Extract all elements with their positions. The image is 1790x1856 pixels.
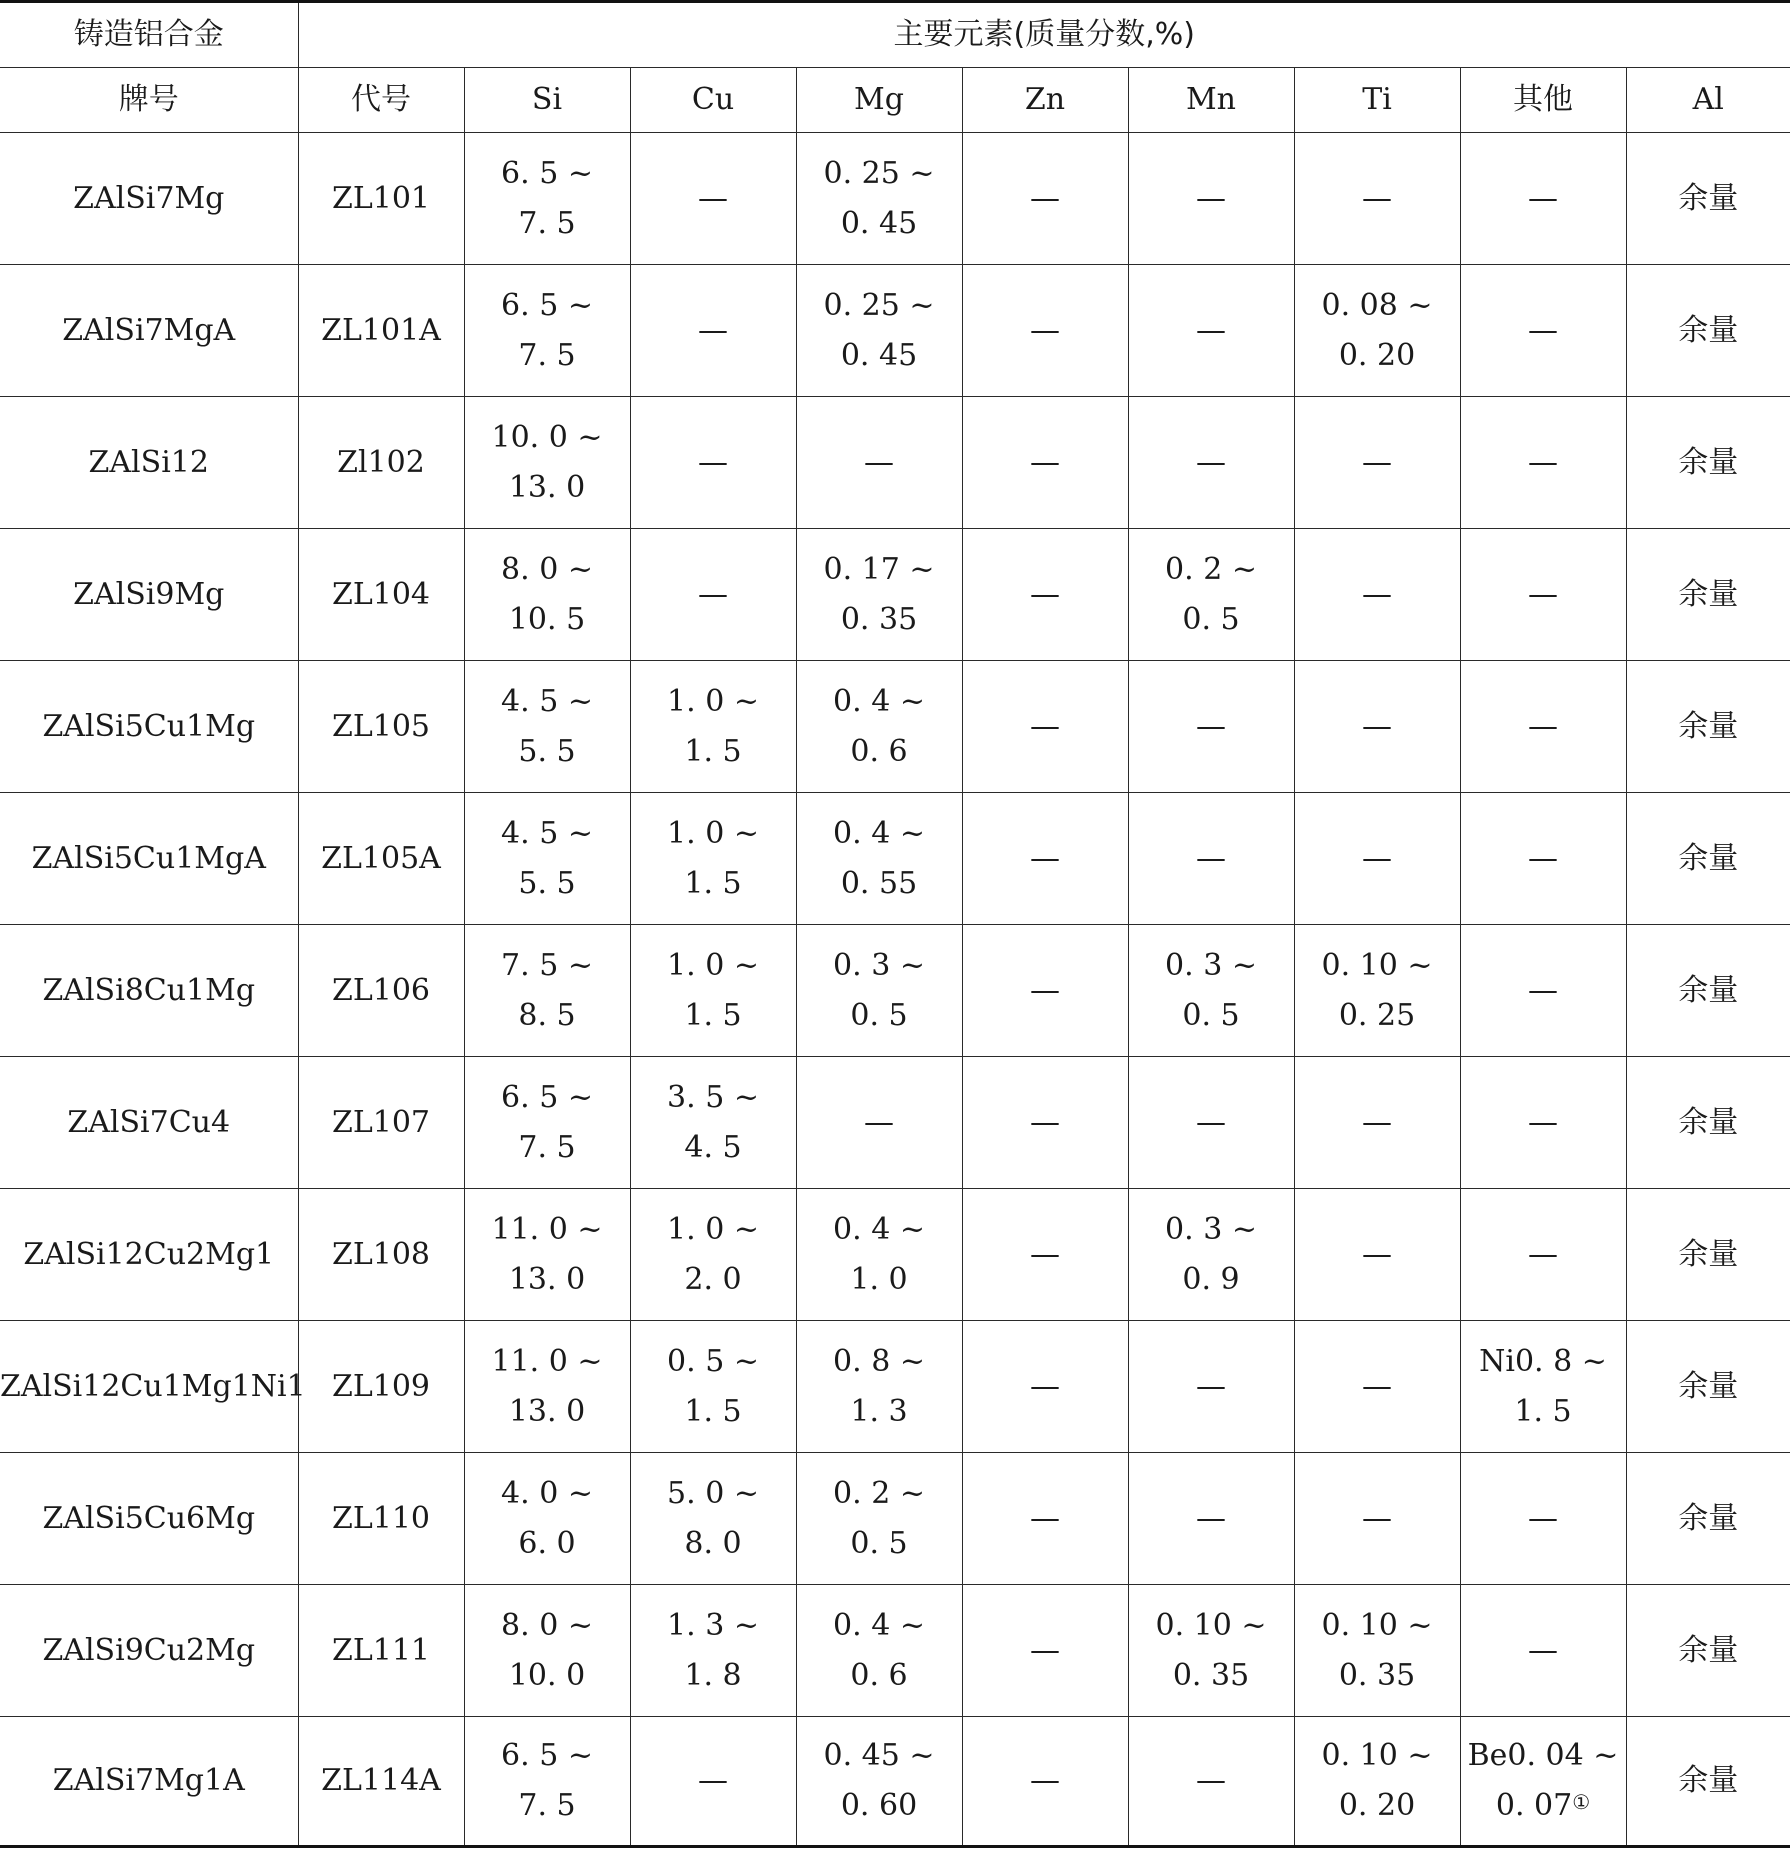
cu-cell-line: 1. 0 ~ (667, 947, 759, 983)
col-header-al: Al (1626, 68, 1790, 133)
al-cell: 余量 (1626, 1057, 1790, 1189)
cu-cell (630, 661, 796, 793)
mn-cell-line: 0. 10 ~ (1155, 1607, 1267, 1643)
ti-cell-line: 0. 10 ~ (1321, 1607, 1433, 1643)
other-cell (1460, 661, 1626, 793)
si-cell-line: 7. 5 (518, 205, 576, 241)
zn-cell (962, 793, 1128, 925)
zn-cell (962, 1717, 1128, 1847)
al-cell: 余量 (1626, 1717, 1790, 1847)
cu-cell (630, 1453, 796, 1585)
mg-cell-line: — (864, 444, 894, 480)
al-cell: 余量 (1626, 529, 1790, 661)
si-cell-line: 11. 0 ~ (491, 1343, 603, 1379)
group-header: 铸造铝合金 (0, 2, 298, 68)
mg-cell (796, 133, 962, 265)
mg-cell-line: 0. 8 ~ (833, 1343, 925, 1379)
mn-cell-line: 0. 9 (1182, 1261, 1240, 1297)
mg-cell-line: 0. 3 ~ (833, 947, 925, 983)
zn-cell (962, 1321, 1128, 1453)
si-cell-line: 4. 5 ~ (501, 815, 593, 851)
zn-cell (962, 397, 1128, 529)
mn-cell-line: — (1196, 312, 1226, 348)
mn-cell-line: 0. 3 ~ (1165, 1211, 1257, 1247)
other-cell-line: — (1528, 312, 1558, 348)
code-cell: ZL110 (298, 1453, 464, 1585)
zn-cell (962, 661, 1128, 793)
mn-cell-line: — (1196, 1368, 1226, 1404)
table-row (0, 793, 1790, 925)
ti-cell-line: 0. 20 (1338, 337, 1416, 373)
mg-cell (796, 661, 962, 793)
code-cell: ZL105A (298, 793, 464, 925)
mn-cell-line: — (1196, 1763, 1226, 1798)
table-body (0, 133, 1790, 1847)
mn-cell (1128, 397, 1294, 529)
ti-cell (1294, 265, 1460, 397)
cu-cell-line: 1. 0 ~ (667, 683, 759, 719)
mg-cell (796, 1717, 962, 1847)
zn-cell-line: — (1030, 1763, 1060, 1798)
table-row (0, 133, 1790, 265)
ti-cell-line: — (1362, 1236, 1392, 1272)
grade-cell: ZAlSi7Mg1A (0, 1717, 298, 1847)
mn-cell-line: 0. 5 (1182, 601, 1240, 637)
zn-cell-line: — (1030, 180, 1060, 216)
mg-cell-line: 0. 4 ~ (833, 1607, 925, 1643)
zn-cell (962, 1453, 1128, 1585)
mg-cell-line: 0. 45 (840, 205, 918, 241)
mg-cell-line: 0. 6 (850, 733, 908, 769)
mg-cell (796, 529, 962, 661)
al-cell: 余量 (1626, 1453, 1790, 1585)
si-cell (464, 265, 630, 397)
ti-cell-line: — (1362, 180, 1392, 216)
code-cell: ZL104 (298, 529, 464, 661)
mn-cell (1128, 661, 1294, 793)
ti-cell-line: — (1362, 576, 1392, 612)
si-cell-line: 10. 5 (508, 601, 586, 637)
other-cell-line: 0. 07 (1495, 1788, 1573, 1823)
si-cell-line: 7. 5 (518, 1129, 576, 1165)
al-cell: 余量 (1626, 1189, 1790, 1321)
other-cell-line: — (1528, 180, 1558, 216)
mn-cell (1128, 265, 1294, 397)
cu-cell-line: — (698, 576, 728, 612)
si-cell (464, 397, 630, 529)
other-cell (1460, 925, 1626, 1057)
zn-cell-line: — (1030, 1368, 1060, 1404)
table-row (0, 1057, 1790, 1189)
table-row (0, 1321, 1790, 1453)
si-cell (464, 133, 630, 265)
mg-cell-line: 0. 25 ~ (823, 155, 935, 191)
cu-cell-line: 1. 0 ~ (667, 815, 759, 851)
mg-cell-line: 0. 4 ~ (833, 683, 925, 719)
code-cell: ZL107 (298, 1057, 464, 1189)
col-header-zn: Zn (962, 68, 1128, 133)
cu-cell (630, 1189, 796, 1321)
mg-cell-line: 0. 5 (850, 997, 908, 1033)
cu-cell-line: 1. 0 ~ (667, 1211, 759, 1247)
al-cell: 余量 (1626, 1585, 1790, 1717)
ti-cell-line: 0. 35 (1338, 1657, 1416, 1693)
ti-cell (1294, 661, 1460, 793)
si-cell-line: 7. 5 (518, 1788, 576, 1823)
col-header-mn: Mn (1128, 68, 1294, 133)
al-cell: 余量 (1626, 925, 1790, 1057)
grade-cell: ZAlSi5Cu1Mg (0, 661, 298, 793)
mg-cell (796, 1321, 962, 1453)
al-cell: 余量 (1626, 1321, 1790, 1453)
grade-cell: ZAlSi7Mg (0, 133, 298, 265)
al-cell: 余量 (1626, 661, 1790, 793)
mn-cell-line: 0. 35 (1172, 1657, 1250, 1693)
mg-cell (796, 397, 962, 529)
cu-cell (630, 397, 796, 529)
other-cell (1460, 1717, 1626, 1847)
si-cell (464, 793, 630, 925)
mg-cell-line: 1. 0 (850, 1261, 908, 1297)
ti-cell (1294, 925, 1460, 1057)
footnote-mark: ① (1572, 1790, 1591, 1814)
col-header-cu: Cu (630, 68, 796, 133)
cu-cell-line: 5. 0 ~ (667, 1475, 759, 1511)
zn-cell-line: — (1030, 1236, 1060, 1272)
cu-cell-line: 1. 5 (684, 1393, 742, 1429)
cu-cell-line: — (698, 180, 728, 216)
mg-cell (796, 925, 962, 1057)
mg-cell (796, 265, 962, 397)
table-row (0, 397, 1790, 529)
cu-cell (630, 1057, 796, 1189)
si-cell (464, 1321, 630, 1453)
cu-cell-line: 0. 5 ~ (667, 1343, 759, 1379)
cu-cell (630, 133, 796, 265)
other-cell-line: — (1528, 1104, 1558, 1140)
code-cell: ZL101A (298, 265, 464, 397)
ti-cell (1294, 397, 1460, 529)
mn-cell (1128, 925, 1294, 1057)
si-cell (464, 1189, 630, 1321)
mn-cell (1128, 133, 1294, 265)
code-cell: Zl102 (298, 397, 464, 529)
grade-cell: ZAlSi9Cu2Mg (0, 1585, 298, 1717)
si-cell (464, 1717, 630, 1847)
zn-cell-line: — (1030, 840, 1060, 876)
zn-cell (962, 265, 1128, 397)
zn-cell-line: — (1030, 972, 1060, 1008)
grade-cell: ZAlSi5Cu1MgA (0, 793, 298, 925)
table-row (0, 529, 1790, 661)
ti-cell-line: 0. 08 ~ (1321, 287, 1433, 323)
other-cell-line: — (1528, 840, 1558, 876)
zn-cell-line: — (1030, 312, 1060, 348)
mn-cell-line: 0. 3 ~ (1165, 947, 1257, 983)
ti-cell-line: — (1362, 840, 1392, 876)
cu-cell (630, 793, 796, 925)
cu-cell-line: 3. 5 ~ (667, 1079, 759, 1115)
other-cell (1460, 793, 1626, 925)
si-cell-line: 13. 0 (508, 469, 586, 505)
cu-cell-line: 1. 5 (684, 865, 742, 901)
cu-cell-line: 1. 5 (684, 733, 742, 769)
si-cell-line: 4. 0 ~ (501, 1475, 593, 1511)
ti-cell (1294, 1585, 1460, 1717)
cu-cell-line: — (698, 1763, 728, 1798)
cu-cell-line: 1. 8 (684, 1657, 742, 1693)
mg-cell-line: 0. 6 (850, 1657, 908, 1693)
ti-cell (1294, 1057, 1460, 1189)
ti-cell-line: 0. 25 (1338, 997, 1416, 1033)
ti-cell-line: — (1362, 1368, 1392, 1404)
grade-cell: ZAlSi12Cu1Mg1Ni1 (0, 1321, 298, 1453)
mn-cell-line: — (1196, 444, 1226, 480)
other-cell-line: Be0. 04 ~ (1467, 1738, 1619, 1773)
zn-cell-line: — (1030, 708, 1060, 744)
ti-cell (1294, 1453, 1460, 1585)
si-cell-line: 7. 5 (518, 337, 576, 373)
si-cell-line: 7. 5 ~ (501, 947, 593, 983)
cu-cell-line: 1. 5 (684, 997, 742, 1033)
grade-cell: ZAlSi9Mg (0, 529, 298, 661)
other-cell-line: — (1528, 972, 1558, 1008)
mg-cell-line: 0. 2 ~ (833, 1475, 925, 1511)
code-cell: ZL114A (298, 1717, 464, 1847)
si-cell-line: 8. 5 (518, 997, 576, 1033)
zn-cell-line: — (1030, 444, 1060, 480)
si-cell-line: 6. 5 ~ (501, 155, 593, 191)
mg-cell-line: 1. 3 (850, 1393, 908, 1429)
grade-cell: ZAlSi5Cu6Mg (0, 1453, 298, 1585)
si-cell-line: 6. 5 ~ (501, 1738, 593, 1773)
cu-cell (630, 265, 796, 397)
si-cell (464, 1057, 630, 1189)
mg-cell-line: 0. 25 ~ (823, 287, 935, 323)
mn-cell-line: 0. 5 (1182, 997, 1240, 1033)
si-cell-line: 5. 5 (518, 865, 576, 901)
ti-cell (1294, 529, 1460, 661)
si-cell-line: 8. 0 ~ (501, 1607, 593, 1643)
mg-cell-line: 0. 45 (840, 337, 918, 373)
code-cell: ZL111 (298, 1585, 464, 1717)
si-cell (464, 925, 630, 1057)
other-cell-line: Ni0. 8 ~ (1479, 1343, 1607, 1379)
code-cell: ZL108 (298, 1189, 464, 1321)
zn-cell (962, 1585, 1128, 1717)
other-cell-line: — (1528, 1236, 1558, 1272)
mg-cell (796, 1585, 962, 1717)
mn-cell-line: — (1196, 1104, 1226, 1140)
mn-cell-line: — (1196, 1500, 1226, 1536)
mn-cell (1128, 793, 1294, 925)
mg-cell-line: 0. 60 (840, 1788, 918, 1823)
mg-cell-line: 0. 4 ~ (833, 815, 925, 851)
table-row (0, 925, 1790, 1057)
other-cell (1460, 1453, 1626, 1585)
si-cell-line: 5. 5 (518, 733, 576, 769)
elements-header: 主要元素(质量分数,%) (298, 2, 1790, 68)
code-cell: ZL109 (298, 1321, 464, 1453)
other-cell-line: — (1528, 1500, 1558, 1536)
code-cell: ZL101 (298, 133, 464, 265)
si-cell-line: 6. 5 ~ (501, 287, 593, 323)
mn-cell (1128, 1453, 1294, 1585)
ti-cell-line: — (1362, 1104, 1392, 1140)
ti-cell (1294, 1189, 1460, 1321)
mg-cell (796, 793, 962, 925)
code-cell: ZL105 (298, 661, 464, 793)
other-cell-line: — (1528, 1632, 1558, 1668)
code-cell: ZL106 (298, 925, 464, 1057)
cu-cell (630, 529, 796, 661)
cu-cell-line: — (698, 444, 728, 480)
grade-cell: ZAlSi8Cu1Mg (0, 925, 298, 1057)
table-row (0, 1717, 1790, 1847)
other-cell (1460, 397, 1626, 529)
zn-cell-line: — (1030, 1104, 1060, 1140)
mn-cell (1128, 1717, 1294, 1847)
cu-cell (630, 1321, 796, 1453)
cu-cell-line: — (698, 312, 728, 348)
mg-cell-line: — (864, 1104, 894, 1140)
other-cell-line: — (1528, 444, 1558, 480)
si-cell (464, 1453, 630, 1585)
table-row (0, 1453, 1790, 1585)
mg-cell-line: 0. 4 ~ (833, 1211, 925, 1247)
si-cell-line: 4. 5 ~ (501, 683, 593, 719)
si-cell-line: 6. 5 ~ (501, 1079, 593, 1115)
mn-cell-line: 0. 2 ~ (1165, 551, 1257, 587)
zn-cell (962, 925, 1128, 1057)
col-header-grade: 牌号 (0, 68, 298, 133)
mn-cell (1128, 1321, 1294, 1453)
mg-cell (796, 1057, 962, 1189)
si-cell (464, 661, 630, 793)
header-row-group (0, 2, 1790, 68)
other-cell (1460, 529, 1626, 661)
al-cell: 余量 (1626, 265, 1790, 397)
mg-cell-line: 0. 17 ~ (823, 551, 935, 587)
ti-cell-line: 0. 10 ~ (1321, 947, 1433, 983)
al-cell: 余量 (1626, 793, 1790, 925)
zn-cell (962, 1057, 1128, 1189)
ti-cell (1294, 133, 1460, 265)
zn-cell-line: — (1030, 576, 1060, 612)
zn-cell-line: — (1030, 1500, 1060, 1536)
cu-cell (630, 925, 796, 1057)
other-cell-line: — (1528, 708, 1558, 744)
ti-cell-line: 0. 10 ~ (1321, 1738, 1433, 1773)
si-cell (464, 529, 630, 661)
other-cell (1460, 1057, 1626, 1189)
table-row (0, 265, 1790, 397)
cu-cell-line: 1. 3 ~ (667, 1607, 759, 1643)
mn-cell (1128, 529, 1294, 661)
ti-cell (1294, 793, 1460, 925)
table-row (0, 1585, 1790, 1717)
ti-cell-line: 0. 20 (1338, 1788, 1416, 1823)
si-cell (464, 1585, 630, 1717)
cu-cell (630, 1585, 796, 1717)
grade-cell: ZAlSi12Cu2Mg1 (0, 1189, 298, 1321)
mn-cell-line: — (1196, 840, 1226, 876)
table-row (0, 661, 1790, 793)
col-header-si: Si (464, 68, 630, 133)
al-cell: 余量 (1626, 397, 1790, 529)
si-cell-line: 13. 0 (508, 1261, 586, 1297)
mn-cell (1128, 1585, 1294, 1717)
ti-cell (1294, 1717, 1460, 1847)
col-header-ti: Ti (1294, 68, 1460, 133)
cu-cell-line: 4. 5 (684, 1129, 742, 1165)
ti-cell-line: — (1362, 708, 1392, 744)
mg-cell-line: 0. 5 (850, 1525, 908, 1561)
si-cell-line: 13. 0 (508, 1393, 586, 1429)
other-cell (1460, 1321, 1626, 1453)
mg-cell-line: 0. 55 (840, 865, 918, 901)
mg-cell-line: 0. 45 ~ (823, 1738, 935, 1773)
zn-cell (962, 1189, 1128, 1321)
other-cell (1460, 265, 1626, 397)
col-header-mg: Mg (796, 68, 962, 133)
zn-cell-line: — (1030, 1632, 1060, 1668)
mg-cell (796, 1189, 962, 1321)
header-row-columns (0, 68, 1790, 133)
cu-cell-line: 8. 0 (684, 1525, 742, 1561)
si-cell-line: 10. 0 ~ (491, 419, 603, 455)
ti-cell (1294, 1321, 1460, 1453)
col-header-other: 其他 (1460, 68, 1626, 133)
table-row (0, 1189, 1790, 1321)
mn-cell-line: — (1196, 180, 1226, 216)
other-cell (1460, 133, 1626, 265)
si-cell-line: 10. 0 (508, 1657, 586, 1693)
other-cell (1460, 1585, 1626, 1717)
mn-cell (1128, 1189, 1294, 1321)
grade-cell: ZAlSi12 (0, 397, 298, 529)
si-cell-line: 8. 0 ~ (501, 551, 593, 587)
other-cell (1460, 1189, 1626, 1321)
zn-cell (962, 133, 1128, 265)
si-cell-line: 6. 0 (518, 1525, 576, 1561)
other-cell-line: — (1528, 576, 1558, 612)
cu-cell (630, 1717, 796, 1847)
grade-cell: ZAlSi7Cu4 (0, 1057, 298, 1189)
si-cell-line: 11. 0 ~ (491, 1211, 603, 1247)
mg-cell-line: 0. 35 (840, 601, 918, 637)
cu-cell-line: 2. 0 (684, 1261, 742, 1297)
col-header-code: 代号 (298, 68, 464, 133)
other-cell-line: 1. 5 (1514, 1393, 1572, 1429)
ti-cell-line: — (1362, 444, 1392, 480)
al-cell: 余量 (1626, 133, 1790, 265)
zn-cell (962, 529, 1128, 661)
ti-cell-line: — (1362, 1500, 1392, 1536)
mg-cell (796, 1453, 962, 1585)
mn-cell-line: — (1196, 708, 1226, 744)
mn-cell (1128, 1057, 1294, 1189)
grade-cell: ZAlSi7MgA (0, 265, 298, 397)
